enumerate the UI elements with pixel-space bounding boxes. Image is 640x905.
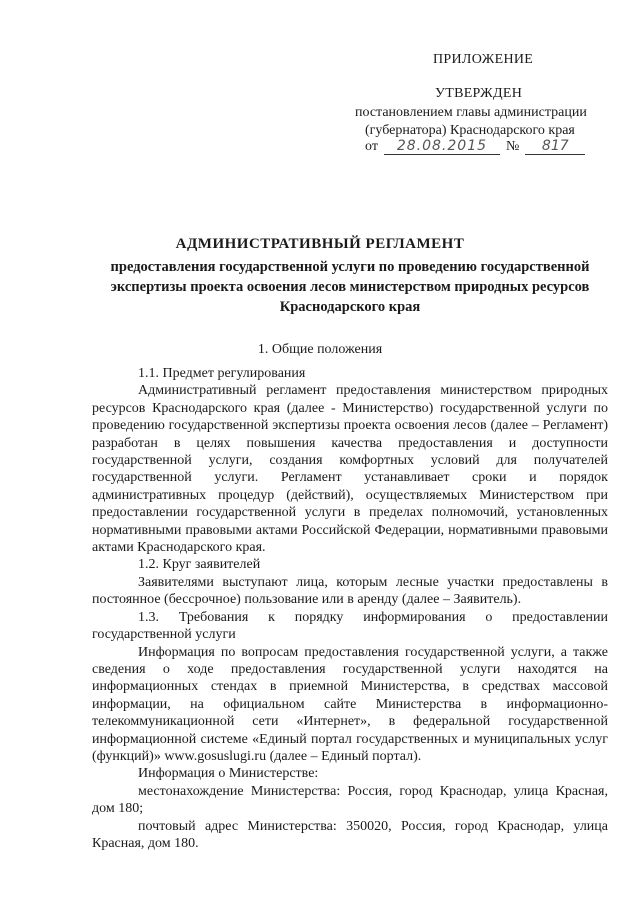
paragraph: почтовый адрес Министерства: 350020, Россия, город Краснодар, улица Красная, дом 180. xyxy=(92,818,608,851)
decree-line-1: постановлением главы администрации xyxy=(355,105,587,120)
paragraph: Административный регламент предоставления министерством природных ресурсов Краснодарского края (далее - Министерство) государственной услуги по проведению государственной экспертизы проекта освоения лесов (далее – Регламент) разработан в целях повышения качества предоставления и доступности государственной услуги, создания комфортных условий для получателей государственной услуги. Регламент устанавливает сроки и порядок административных процедур (действий), осуществляемых Министерством при предоставлении государственной услуги в пределах полномочий, установленных нормативными правовыми актами Российской Федерации, нормативными правовыми актами Краснодарского края. xyxy=(92,383,608,556)
paragraph: Информация о Министерстве: xyxy=(138,766,319,782)
paragraph: местонахождение Министерства: Россия, город Краснодар, улица Красная, дом 180; xyxy=(92,783,608,817)
date-prefix: от xyxy=(365,139,378,154)
decree-date-line xyxy=(365,137,585,156)
number-prefix: № xyxy=(505,139,520,154)
appendix-label: ПРИЛОЖЕНИЕ xyxy=(433,52,534,67)
handwritten-number: 817 xyxy=(525,138,585,155)
section-heading: 1. Общие положения xyxy=(257,342,383,357)
document-subtitle: предоставления государственной услуги по проведению государственной экспертизы проекта освоения лесов министерством природных ресурсов Краснодарского края xyxy=(110,259,590,315)
approved-label: УТВЕРЖДЕН xyxy=(435,86,523,101)
paragraph: Информация по вопросам предоставления государственной услуги, а также сведения о ходе предоставления государственной услуги находятся на информационных стендах в приемной Министерства, в средствах массовой информации, на официальном сайте Министерства в информационно-телекоммуникационной сети «Интернет», в федеральной государственной информационной системе «Единый портал государственных и муниципальных услуг (функций)» www.gosuslugi.ru (далее – Единый портал). xyxy=(92,644,608,764)
subsection-heading: 1.3. Требования к порядку информирования о предоставлении государственной услуги xyxy=(92,609,608,643)
handwritten-date: 28.08.2015 xyxy=(384,138,500,155)
subsection-heading: 1.1. Предмет регулирования xyxy=(138,366,306,381)
decree-line-2: (губернатора) Краснодарского края xyxy=(365,123,575,138)
document-title: АДМИНИСТРАТИВНЫЙ РЕГЛАМЕНТ xyxy=(175,236,465,252)
document-body xyxy=(92,365,608,852)
paragraph: Заявителями выступают лица, которым лесные участки предоставлены в постоянное (бессрочное) пользование или в аренду (далее – Заявитель). xyxy=(92,574,608,608)
subsection-heading: 1.2. Круг заявителей xyxy=(138,557,261,573)
